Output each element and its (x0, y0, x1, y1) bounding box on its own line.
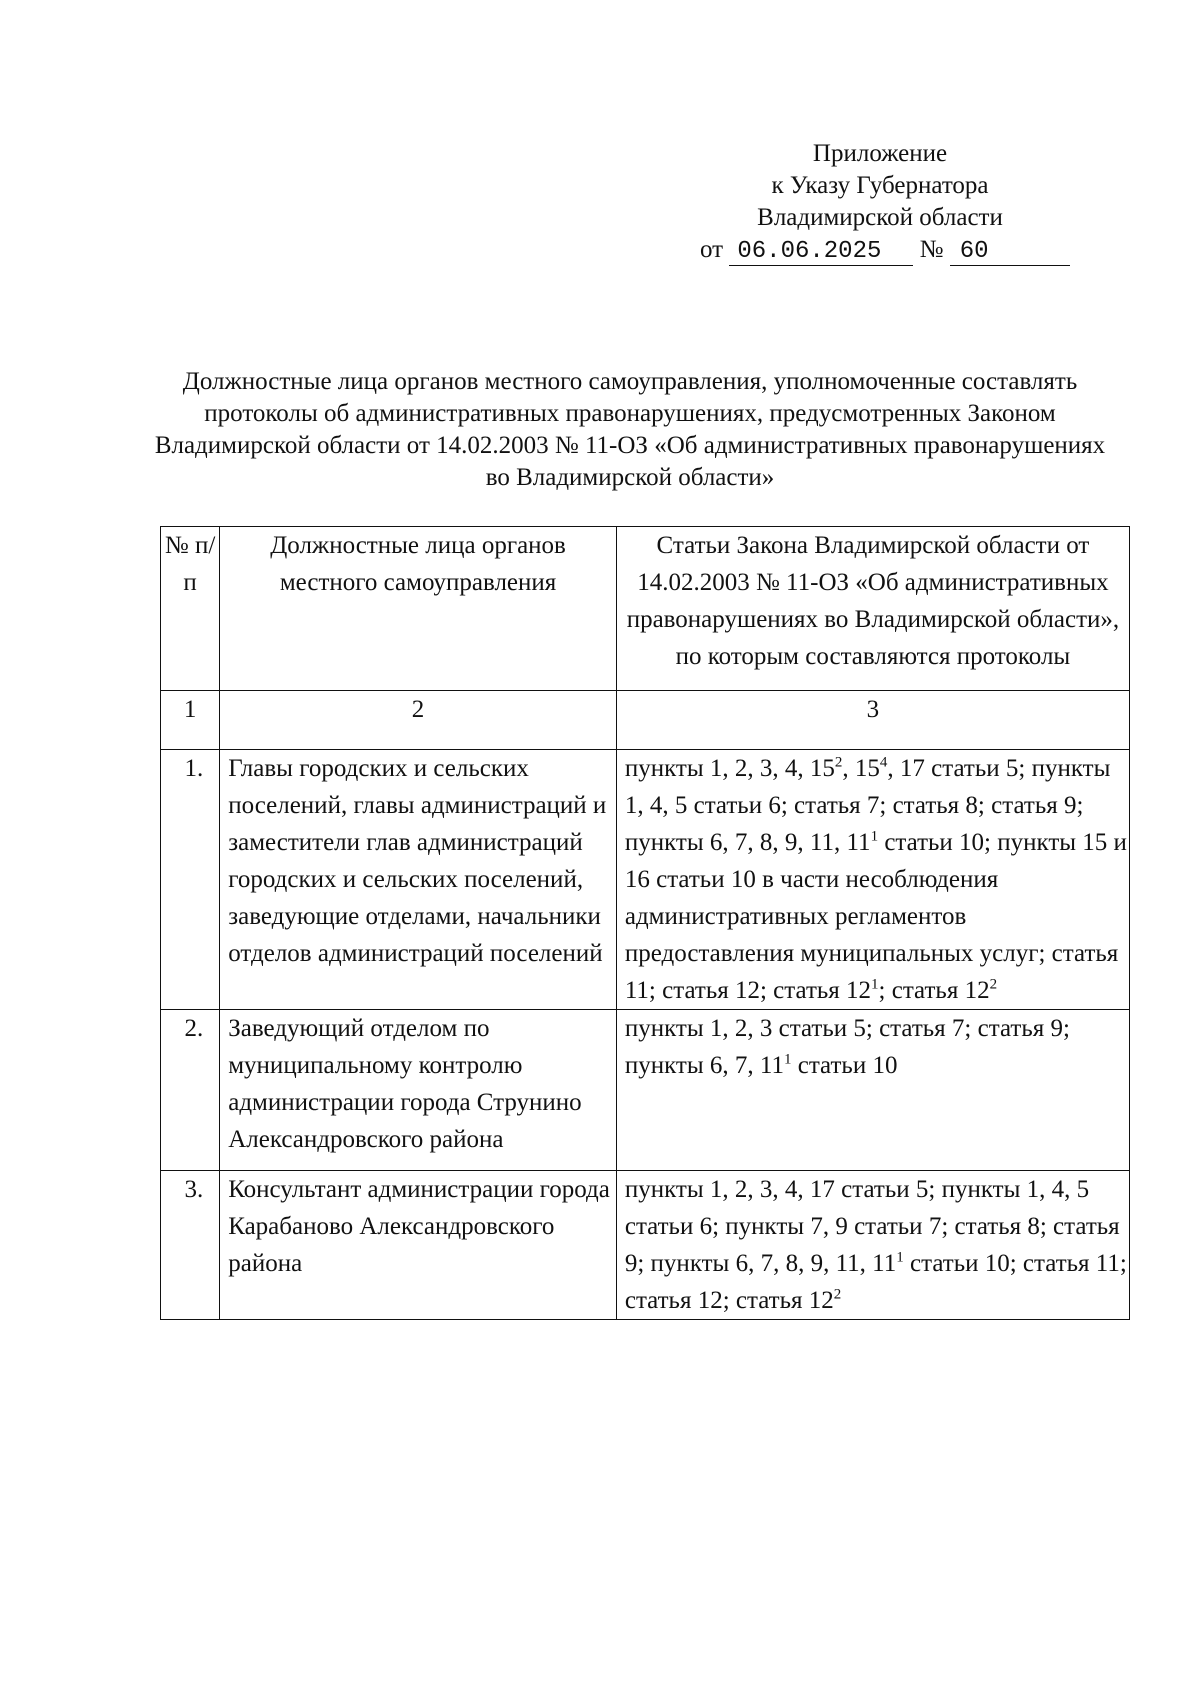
superscript-index: 2 (833, 1286, 842, 1303)
document-title: Должностные лица органов местного самоуправления, уполномоченные составлять протоколы об административных правонарушениях, предусмотренных Законом Владимирской области от 14.02.2003 № 11-ОЗ «Об административных правонарушениях во Владимирской области» (154, 368, 1106, 491)
row-position: Заведующий отделом по муниципальному контролю администрации города Струнино Александровского района (220, 1010, 617, 1171)
row-articles: пункты 1, 2, 3, 4, 17 статьи 5; пункты 1, 4, 5 статьи 6; пункты 7, 9 статьи 7; статья 8; статья 9; пункты 6, 7, 8, 9, 11, $11^1$ статьи 10; статья 11; статья 12; статья $12^2$ (616, 1171, 1129, 1320)
header-number: № п/п (161, 527, 220, 691)
appendix-dateline (700, 234, 1060, 266)
row-number: 2. (161, 1010, 220, 1171)
column-numbers-row (161, 691, 1130, 750)
superscript-index: 1 (871, 976, 879, 993)
row-articles: пункты 1, 2, 3, 4, $15^2$, $15^4$, 17 статьи 5; пункты 1, 4, 5 статьи 6; статья 7; статья 8; статья 9; пункты 6, 7, 8, 9, 11, $11^1$ статьи 10; пункты 15 и 16 статьи 10 в части несоблюдения административных регламентов предоставления муниципальных услуг; статья 11; статья 12; статья $12^1$; статья $12^2$ (616, 750, 1129, 1010)
header-articles: Статьи Закона Владимирской области от 14.02.2003 № 11-ОЗ «Об административных правонарушениях во Владимирской области», по которым составляются протоколы (616, 527, 1129, 691)
superscript-index: 4 (879, 754, 888, 771)
table-row (161, 1010, 1130, 1171)
number-label: № (919, 236, 944, 263)
row-number: 1. (161, 750, 220, 1010)
superscript-index: 2 (989, 976, 998, 993)
appendix-region: Владимирской области (757, 204, 1003, 231)
row-position: Консультант администрации города Карабаново Александровского района (220, 1171, 617, 1320)
column-number-3: 3 (616, 691, 1129, 750)
row-articles: пункты 1, 2, 3 статьи 5; статья 7; статья 9; пункты 6, 7, $11^1$ статьи 10 (616, 1010, 1129, 1171)
decree-date: 06.06.2025 (729, 239, 913, 266)
row-number: 3. (161, 1171, 220, 1320)
officials-table (160, 526, 1130, 1320)
decree-number: 60 (950, 239, 1070, 266)
table-row (161, 750, 1130, 1010)
table-row (161, 1171, 1130, 1320)
appendix-decree: к Указу Губернатора (771, 172, 989, 199)
column-number-2: 2 (220, 691, 617, 750)
table-header-row (161, 527, 1130, 691)
appendix-title: Приложение (812, 140, 948, 167)
column-number-1: 1 (161, 691, 220, 750)
header-officials: Должностные лица органов местного самоуправления (220, 527, 617, 691)
superscript-index: 1 (896, 1249, 904, 1266)
superscript-index: 1 (870, 828, 879, 845)
from-label: от (700, 236, 724, 263)
appendix-block (700, 138, 1060, 266)
superscript-index: 2 (834, 754, 843, 771)
row-position: Главы городских и сельских поселений, главы администраций и заместители глав администраций городских и сельских поселений, заведующие отделами, начальники отделов администраций поселений (220, 750, 617, 1010)
superscript-index: 1 (783, 1051, 792, 1068)
